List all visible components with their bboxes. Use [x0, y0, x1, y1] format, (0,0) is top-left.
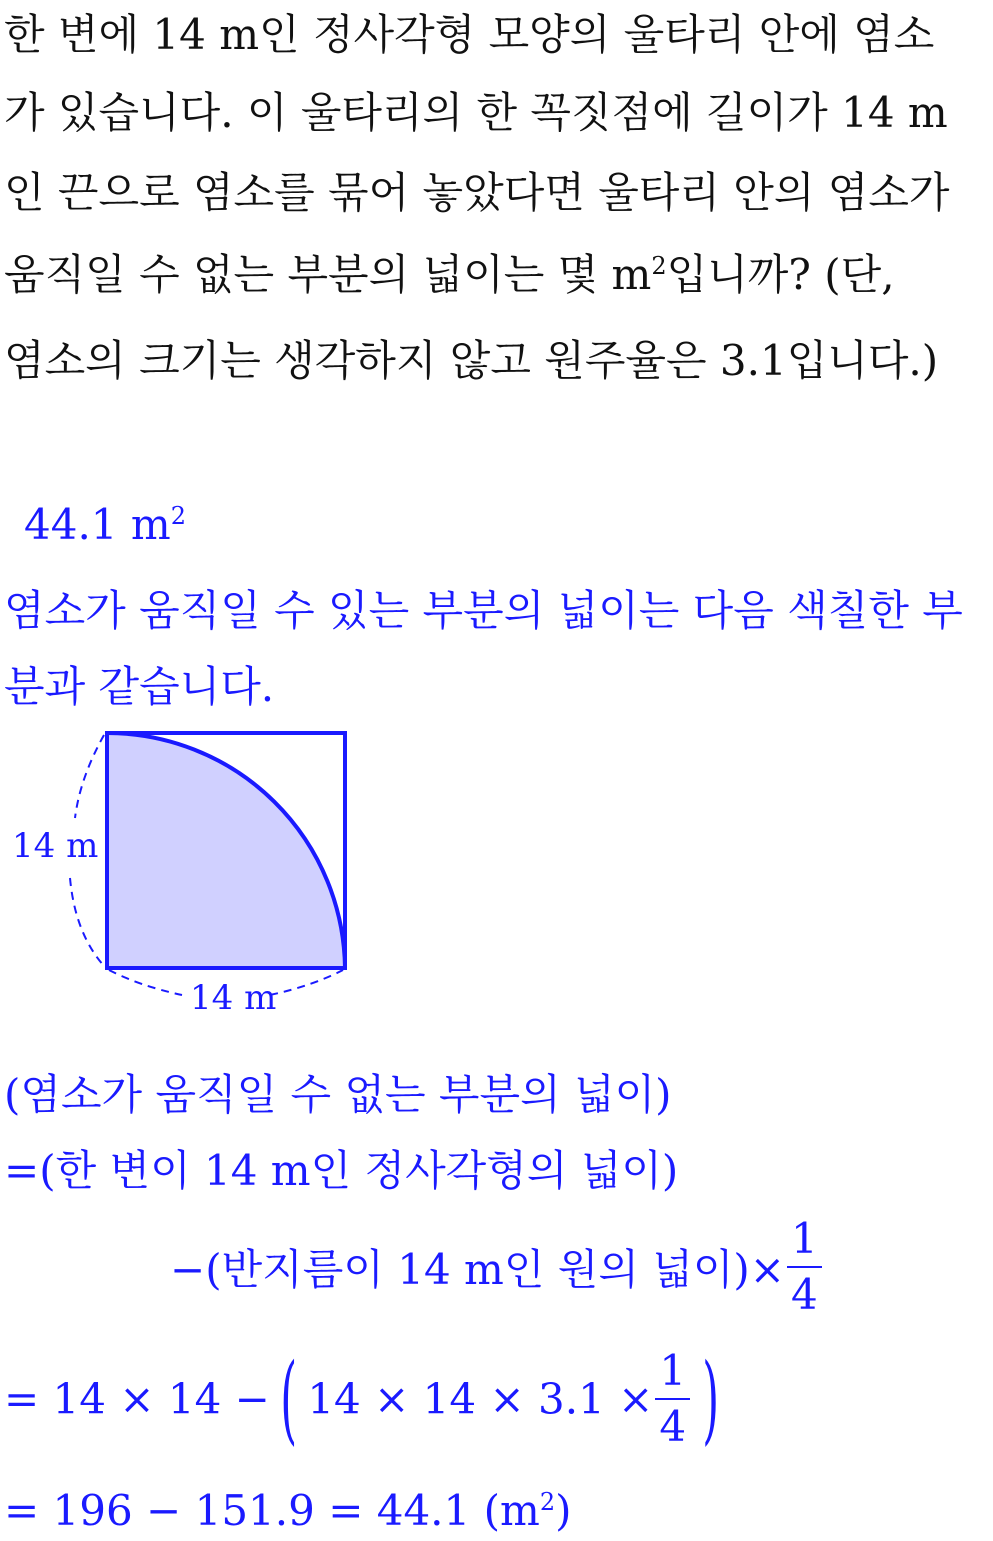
fraction-numerator-inner: 1	[655, 1350, 690, 1400]
solution-line-5-superscript: 2	[539, 1488, 556, 1516]
solution-line-4-pre: = 14 × 14 −	[4, 1374, 270, 1424]
bottom-dimension-line-right	[270, 970, 343, 995]
solution-line-5-end: )	[555, 1486, 572, 1535]
side-label-bottom: 14 m	[190, 978, 277, 1018]
explain-line-1: 염소가 움직일 수 있는 부분의 넓이는 다음 색칠한 부	[4, 586, 963, 635]
solution-line-5-text: = 196 − 151.9 = 44.1 (m	[4, 1486, 540, 1535]
answer-number: 44.1 m	[24, 500, 171, 549]
left-dimension-line-bottom	[70, 878, 104, 966]
question-line-3: 인 끈으로 염소를 묶어 놓았다면 울타리 안의 염소가	[4, 168, 950, 217]
fraction-numerator: 1	[787, 1218, 822, 1268]
fraction-denominator: 4	[790, 1270, 818, 1319]
solution-line-2: =(한 변이 14 m인 정사각형의 넓이)	[4, 1146, 679, 1195]
solution-line-1: (염소가 움직일 수 없는 부분의 넓이)	[4, 1070, 672, 1119]
question-line-4-text: 움직일 수 없는 부분의 넓이는 몇 m	[4, 250, 652, 299]
explain-line-2: 분과 같습니다.	[4, 662, 275, 711]
fraction-denominator-inner: 4	[659, 1402, 687, 1451]
side-label-left: 14 m	[12, 826, 99, 866]
fraction-one-quarter	[787, 1214, 822, 1319]
question-line-5: 염소의 크기는 생각하지 않고 원주율은 3.1입니다.)	[4, 336, 939, 385]
left-dimension-line-top	[75, 735, 104, 818]
question-unit-superscript: 2	[651, 252, 667, 280]
answer-superscript: 2	[170, 502, 186, 530]
question-line-1: 한 변에 14 m인 정사각형 모양의 울타리 안에 염소	[4, 10, 935, 59]
solution-line-3	[170, 1214, 824, 1319]
big-right-paren: )	[702, 1342, 720, 1455]
bottom-dimension-line-left	[109, 970, 182, 995]
solution-line-3-text: −(반지름이 14 m인 원의 넓이)×	[170, 1245, 785, 1294]
shaded-quarter-region	[107, 733, 345, 968]
question-line-2: 가 있습니다. 이 울타리의 한 꼭짓점에 길이가 14 m	[4, 88, 948, 137]
solution-line-4-inner: 14 × 14 × 3.1 ×	[307, 1374, 654, 1424]
fraction-one-quarter-inner	[655, 1346, 690, 1451]
question-line-4-tail: 입니까? (단,	[666, 250, 895, 299]
solution-line-4	[4, 1342, 730, 1455]
solution-line-5	[4, 1486, 571, 1535]
question-line-4	[4, 242, 895, 302]
answer-value	[24, 500, 186, 549]
big-left-paren: (	[280, 1342, 298, 1455]
